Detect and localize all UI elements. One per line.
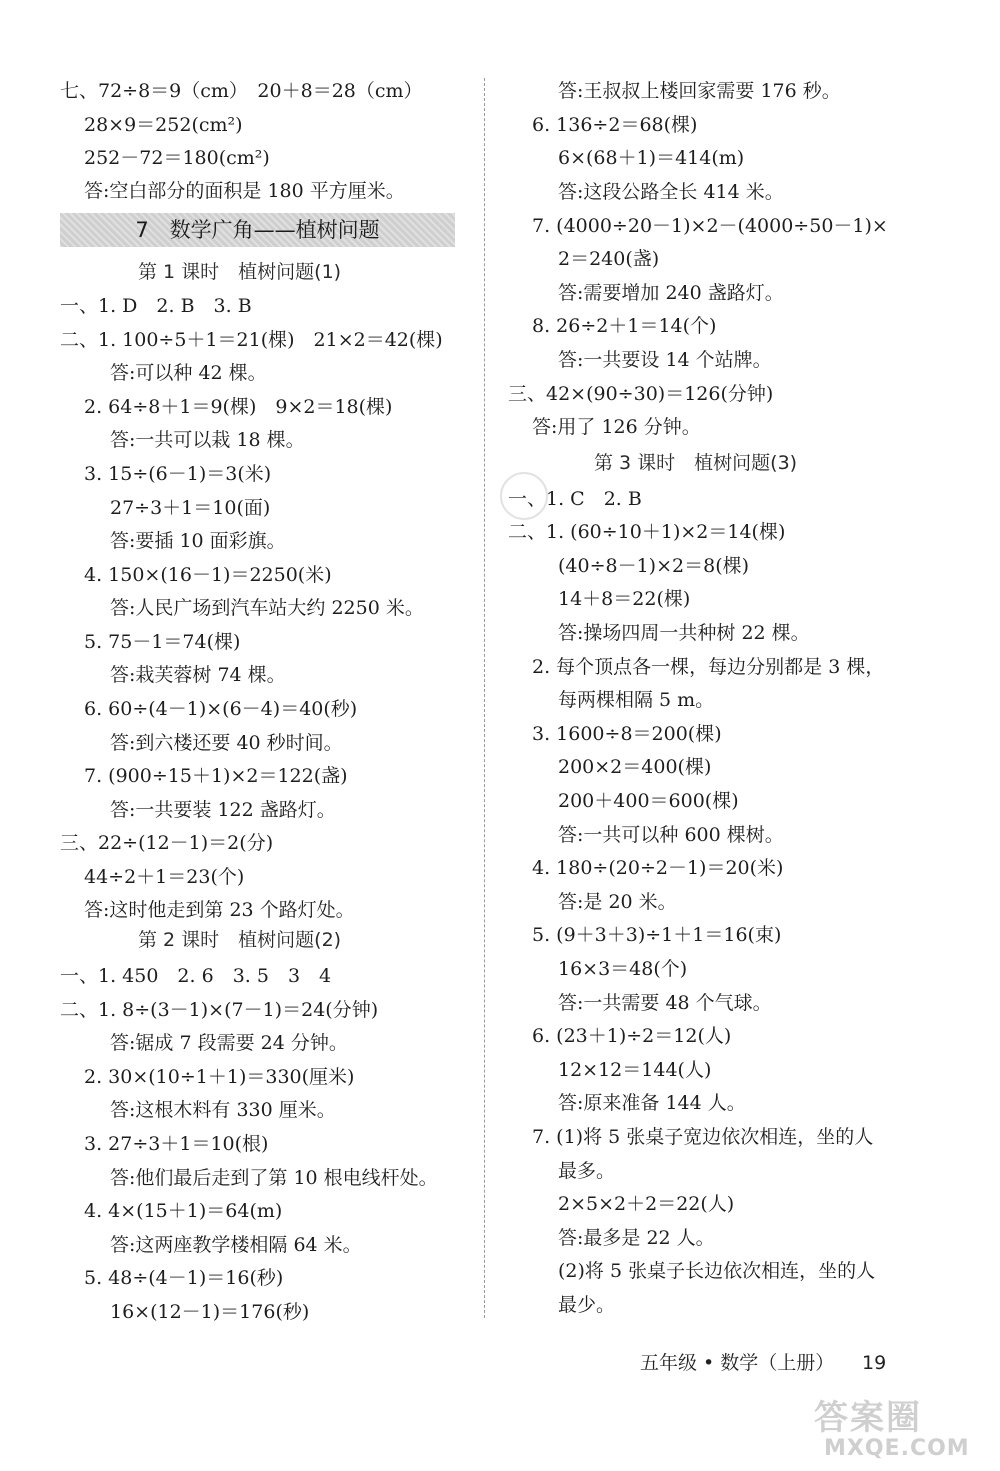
answer-line: 答:可以种 42 棵。	[110, 362, 267, 384]
faded-stamp-icon	[500, 472, 548, 520]
answer-line: 44÷2＋1＝23(个)	[84, 866, 245, 888]
answer-line: 答:到六楼还要 40 秒时间。	[110, 732, 343, 754]
answer-line: 2. 30×(10÷1＋1)＝330(厘米)	[84, 1066, 355, 1088]
answer-line: 3. 1600÷8＝200(棵)	[532, 723, 722, 745]
answer-line: 答:操场四周一共种树 22 棵。	[558, 622, 810, 644]
answer-line: 答:人民广场到汽车站大约 2250 米。	[110, 597, 424, 619]
answer-line: 16×(12－1)＝176(秒)	[110, 1301, 310, 1323]
watermark-url-text: MXQE.COM	[824, 1436, 970, 1461]
answer-line: 7. (900÷15＋1)×2＝122(盏)	[84, 765, 348, 787]
answer-line: 答:需要增加 240 盏路灯。	[558, 282, 784, 304]
answer-line: 答:要插 10 面彩旗。	[110, 530, 286, 552]
answer-line: 答:这段公路全长 414 米。	[558, 181, 784, 203]
answer-line: 二、1. (60÷10＋1)×2＝14(棵)	[508, 521, 786, 543]
answer-line: 4. 180÷(20÷2－1)＝20(米)	[532, 857, 784, 879]
answer-line: 27÷3＋1＝10(面)	[110, 497, 271, 519]
answer-line: 三、22÷(12－1)＝2(分)	[60, 832, 274, 854]
answer-line: 一、1. C 2. B	[508, 488, 642, 510]
answer-line: 2. 每个顶点各一棵，每边分别都是 3 棵，	[532, 656, 885, 678]
answer-line: 6. 136÷2＝68(棵)	[532, 114, 698, 136]
answer-line: 每两棵相隔 5 m。	[558, 689, 715, 711]
answer-line: 答:是 20 米。	[558, 891, 677, 913]
page-number: 19	[862, 1352, 887, 1374]
answer-line: 答:王叔叔上楼回家需要 176 秒。	[558, 80, 841, 102]
answer-line: 6. (23＋1)÷2＝12(人)	[532, 1025, 732, 1047]
answer-line: 最多。	[558, 1160, 616, 1182]
answer-line: 5. 75－1＝74(棵)	[84, 631, 241, 653]
answer-line: 一、1. D 2. B 3. B	[60, 295, 252, 317]
answer-line: 答:最多是 22 人。	[558, 1227, 715, 1249]
answer-line: 3. 15÷(6－1)＝3(米)	[84, 463, 272, 485]
answer-line: 8. 26÷2＋1＝14(个)	[532, 315, 717, 337]
answer-line: 答:锯成 7 段需要 24 分钟。	[110, 1032, 348, 1054]
answer-line: 最少。	[558, 1294, 616, 1316]
answer-line: 7. (1)将 5 张桌子宽边依次相连，坐的人	[532, 1126, 874, 1148]
answer-line: (2)将 5 张桌子长边依次相连，坐的人	[558, 1260, 876, 1282]
lesson-heading: 第 1 课时 植树问题(1)	[138, 261, 342, 283]
footer-label: 五年级 • 数学（上册）	[640, 1352, 835, 1374]
answer-line: 答:这根木料有 330 厘米。	[110, 1099, 336, 1121]
answer-line: 3. 27÷3＋1＝10(根)	[84, 1133, 269, 1155]
answer-line: 答:原来准备 144 人。	[558, 1092, 746, 1114]
chapter-banner: 7 数学广角——植树问题	[60, 213, 455, 247]
answer-line: 答:一共需要 48 个气球。	[558, 992, 772, 1014]
answer-line: 答:空白部分的面积是 180 平方厘米。	[84, 180, 405, 202]
answer-line: 6×(68＋1)＝414(m)	[558, 147, 745, 169]
answer-line: 28×9＝252(cm²)	[84, 114, 243, 136]
answer-line: 16×3＝48(个)	[558, 958, 688, 980]
answer-line: 200×2＝400(棵)	[558, 756, 712, 778]
lesson-heading: 第 3 课时 植树问题(3)	[594, 452, 798, 474]
site-watermark	[800, 1390, 990, 1468]
answer-line: 252－72＝180(cm²)	[84, 147, 270, 169]
column-divider	[484, 78, 485, 1318]
answer-line: 4. 4×(15＋1)＝64(m)	[84, 1200, 283, 1222]
answer-line: 答:一共要装 122 盏路灯。	[110, 799, 336, 821]
answer-line: 200＋400＝600(棵)	[558, 790, 739, 812]
answer-line: 七、72÷8＝9（cm） 20＋8＝28（cm）	[60, 80, 423, 102]
answer-line: 答:他们最后走到了第 10 根电线杆处。	[110, 1167, 438, 1189]
answer-line: 答:这两座教学楼相隔 64 米。	[110, 1234, 362, 1256]
answer-line: 二、1. 8÷(3－1)×(7－1)＝24(分钟)	[60, 999, 379, 1021]
answer-line: 一、1. 450 2. 6 3. 5 3 4	[60, 965, 332, 987]
lesson-heading: 第 2 课时 植树问题(2)	[138, 929, 342, 951]
answer-line: 5. (9＋3＋3)÷1＋1＝16(束)	[532, 924, 782, 946]
watermark-logo-text: 答案圈	[814, 1398, 922, 1438]
answer-line: 4. 150×(16－1)＝2250(米)	[84, 564, 332, 586]
answer-line: 14＋8＝22(棵)	[558, 588, 691, 610]
answer-line: 答:这时他走到第 23 个路灯处。	[84, 899, 355, 921]
answer-line: 2×5×2＋2＝22(人)	[558, 1193, 735, 1215]
answer-line: 二、1. 100÷5＋1＝21(棵) 21×2＝42(棵)	[60, 329, 443, 351]
answer-line: 7. (4000÷20－1)×2－(4000÷50－1)×	[532, 215, 888, 237]
answer-line: 5. 48÷(4－1)＝16(秒)	[84, 1267, 284, 1289]
answer-line: 答:栽芙蓉树 74 棵。	[110, 664, 286, 686]
answer-line: 答:一共要设 14 个站牌。	[558, 349, 772, 371]
answer-line: 6. 60÷(4－1)×(6－4)＝40(秒)	[84, 698, 358, 720]
answer-line: (40÷8－1)×2＝8(棵)	[558, 555, 750, 577]
answer-line: 12×12＝144(人)	[558, 1059, 712, 1081]
answer-line: 答:一共可以种 600 棵树。	[558, 824, 784, 846]
answer-line: 答:一共可以栽 18 棵。	[110, 429, 305, 451]
answer-line: 2＝240(盏)	[558, 248, 660, 270]
answer-line: 2. 64÷8＋1＝9(棵) 9×2＝18(棵)	[84, 396, 393, 418]
answer-line: 三、42×(90÷30)＝126(分钟)	[508, 383, 774, 405]
answer-line: 答:用了 126 分钟。	[532, 416, 701, 438]
